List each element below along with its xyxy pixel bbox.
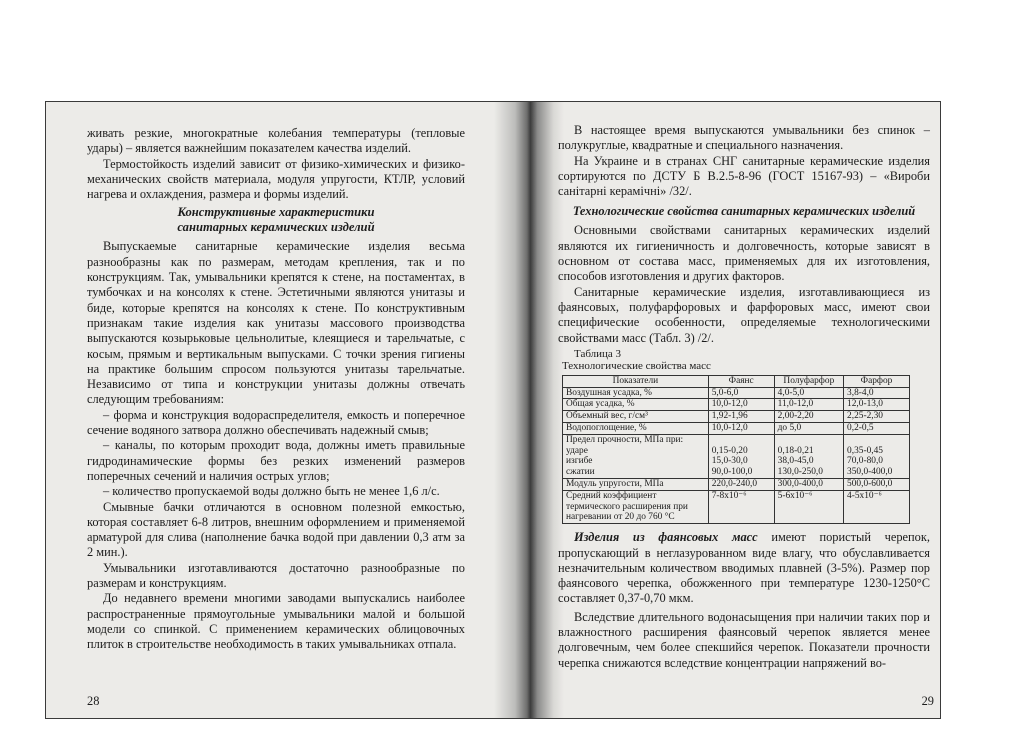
table-cell: 5-6х10⁻⁶	[774, 490, 843, 523]
right-paragraph: Основными свойствами санитарных керамических изделий являются их гигиеничность и долговечность, которые зависят в основном от состава масс, применяемых для их изготовления, способов изготовления и других факторов.	[558, 223, 930, 284]
table-cell: Водопоглощение, %	[563, 423, 709, 435]
right-paragraph: Вследствие длительного водонасыщения при наличии таких пор и влажностного расширения фаянсовый черепок является менее долговечным, чем более спекшийся черепок. Показатели прочности черепка снижаются вследствие концентрации напряжений во-	[558, 609, 930, 670]
section-heading-line: Конструктивные характеристики	[177, 205, 375, 220]
table-cell: Воздушная усадка, %	[563, 387, 709, 399]
left-text-column	[87, 126, 465, 653]
section-heading	[87, 205, 465, 235]
right-text-column	[558, 123, 930, 671]
table-title: Технологические свойства масс	[562, 360, 711, 373]
left-paragraph: Смывные бачки отличаются в основном полезной емкостью, которая составляет 6-8 литров, внешним оформлением и применяемой арматурой для слива (наполнение бачка водой при давлении 0,3 атм за 2 мин.).	[87, 499, 465, 560]
table-cell: до 5,0	[774, 423, 843, 435]
table-cell: 11,0-12,0	[774, 399, 843, 411]
table-cell: 220,0-240,0	[708, 479, 774, 491]
right-paragraph: На Украине и в странах СНГ санитарные керамические изделия сортируются по ДСТУ Б В.2.5-8-96 (ГОСТ 15167-93) – «Вироби санітарні керамічні» /32/.	[558, 153, 930, 199]
table-row	[563, 490, 910, 523]
table-row	[563, 399, 910, 411]
table-cell: 1,92-1,96	[708, 411, 774, 423]
table-cell: 3,8-4,0	[844, 387, 910, 399]
table-header-cell: Полуфарфор	[774, 375, 843, 387]
table-cell: 0,15-0,20 15,0-30,0 90,0-100,0	[708, 434, 774, 478]
table-cell: 12,0-13,0	[844, 399, 910, 411]
table-cell: Объемный вес, г/см³	[563, 411, 709, 423]
table-header-cell: Фарфор	[844, 375, 910, 387]
page-number-left: 28	[87, 694, 100, 708]
table-header-cell: Фаянс	[708, 375, 774, 387]
table-cell: 5,0-6,0	[708, 387, 774, 399]
left-page	[46, 102, 496, 718]
table-row	[563, 479, 910, 491]
book-spread	[45, 101, 941, 719]
table-cell: 10,0-12,0	[708, 399, 774, 411]
table-cell: 300,0-400,0	[774, 479, 843, 491]
table-label: Таблица 3	[574, 347, 622, 360]
left-paragraph: Умывальники изготавливаются достаточно разнообразные по размерам и конструкциям.	[87, 560, 465, 591]
table-cell: Модуль упругости, МПа	[563, 479, 709, 491]
right-paragraph: В настоящее время выпускаются умывальники без спинок – полукруглые, квадратные и специального назначения.	[558, 123, 930, 153]
table-row	[563, 387, 910, 399]
left-paragraph: Термостойкость изделий зависит от физико-химических и физико-механических свойств материала, модуля упругости, КТЛР, условий нагрева и охлаждения, размера и формы изделий.	[87, 156, 465, 202]
left-paragraph: живать резкие, многократные колебания температуры (тепловые удары) – является важнейшим показателем качества изделий.	[87, 126, 465, 156]
requirement-item: – каналы, по которым проходит вода, должны иметь правильные гидродинамические формы без резких изменений размеров поперечных сечений и наличия острых углов;	[87, 438, 465, 483]
table-row	[563, 434, 910, 478]
properties-table	[562, 375, 910, 524]
table-cell: Общая усадка, %	[563, 399, 709, 411]
table-row	[563, 411, 910, 423]
table-cell: 4-5х10⁻⁶	[844, 490, 910, 523]
emphasized-term: Изделия из фаянсовых масс	[574, 530, 758, 545]
table-cell: 0,18-0,21 38,0-45,0 130,0-250,0	[774, 434, 843, 478]
table-cell: 2,25-2,30	[844, 411, 910, 423]
table-cell: 4,0-5,0	[774, 387, 843, 399]
table-row	[563, 423, 910, 435]
right-paragraph: Санитарные керамические изделия, изготавливающиеся из фаянсовых, полуфарфоровых и фарфоровых масс, имеют свои специфические особенности, определяемые технологическими свойствами масс (Табл. 3) /2/.	[558, 284, 930, 345]
table-cell: 500,0-600,0	[844, 479, 910, 491]
requirement-item: – форма и конструкция водораспределителя, емкость и поперечное сечение водяного затвора должно обеспечивать надежный смыв;	[87, 407, 465, 438]
right-paragraph	[558, 530, 930, 606]
requirement-item: – количество пропускаемой воды должно быть не менее 1,6 л/с.	[103, 484, 440, 499]
section-heading-line: санитарных керамических изделий	[177, 220, 375, 235]
paragraph-text: имеют пористый черепок, пропускающий в неглазурованном виде влагу, что обуславливается незначительным количеством вводимых плавней (3-5%). Размер пор фаянсового черепка, обожженного при температуре 1230-1250°С составляет 0,37-0,70 мкм.	[558, 530, 930, 606]
left-paragraph: До недавнего времени многими заводами выпускались наиболее распространенные прямоугольные умывальники малой и большой модели со спинкой. С применением керамических облицовочных плиток в строительстве необходимость в таких умывальниках отпала.	[87, 591, 465, 652]
table-cell: 0,35-0,45 70,0-80,0 350,0-400,0	[844, 434, 910, 478]
table-cell: 10,0-12,0	[708, 423, 774, 435]
table-cell: 2,00-2,20	[774, 411, 843, 423]
section-heading: Технологические свойства санитарных керамических изделий	[572, 204, 916, 219]
table-cell: Предел прочности, МПа при: ударе изгибе сжатии	[563, 434, 709, 478]
table-header-row	[563, 375, 910, 387]
left-paragraph: Выпускаемые санитарные керамические изделия весьма разнообразны как по размерам, методам крепления, так и по конструкциям. Так, умывальники крепятся к стене, на постаментах, в тумбочках и на консолях к стене. Эстетичными являются унитазы и биде, которые крепятся на консолях к стене. По конструктивным признакам такие изделия как унитазы массового производства выпускаются козырьковые цельнолитые, клеящиеся и тарельчатые, с косым, прямым и вертикальным выпусками. С точки зрения гигиены на практике большим спросом пользуются унитазы тарельчатые. Независимо от типа и конструкции унитазы должны отвечать следующим требованиям:	[87, 239, 465, 407]
book-gutter	[494, 102, 564, 718]
table-header-cell: Показатели	[563, 375, 709, 387]
table-cell: Средний коэффициент термического расширения при нагревании от 20 до 760 °С	[563, 490, 709, 523]
right-page	[558, 102, 941, 718]
table-caption	[562, 348, 930, 373]
table-cell: 7-8х10⁻⁶	[708, 490, 774, 523]
table-cell: 0,2-0,5	[844, 423, 910, 435]
page-number-right: 29	[921, 694, 934, 708]
